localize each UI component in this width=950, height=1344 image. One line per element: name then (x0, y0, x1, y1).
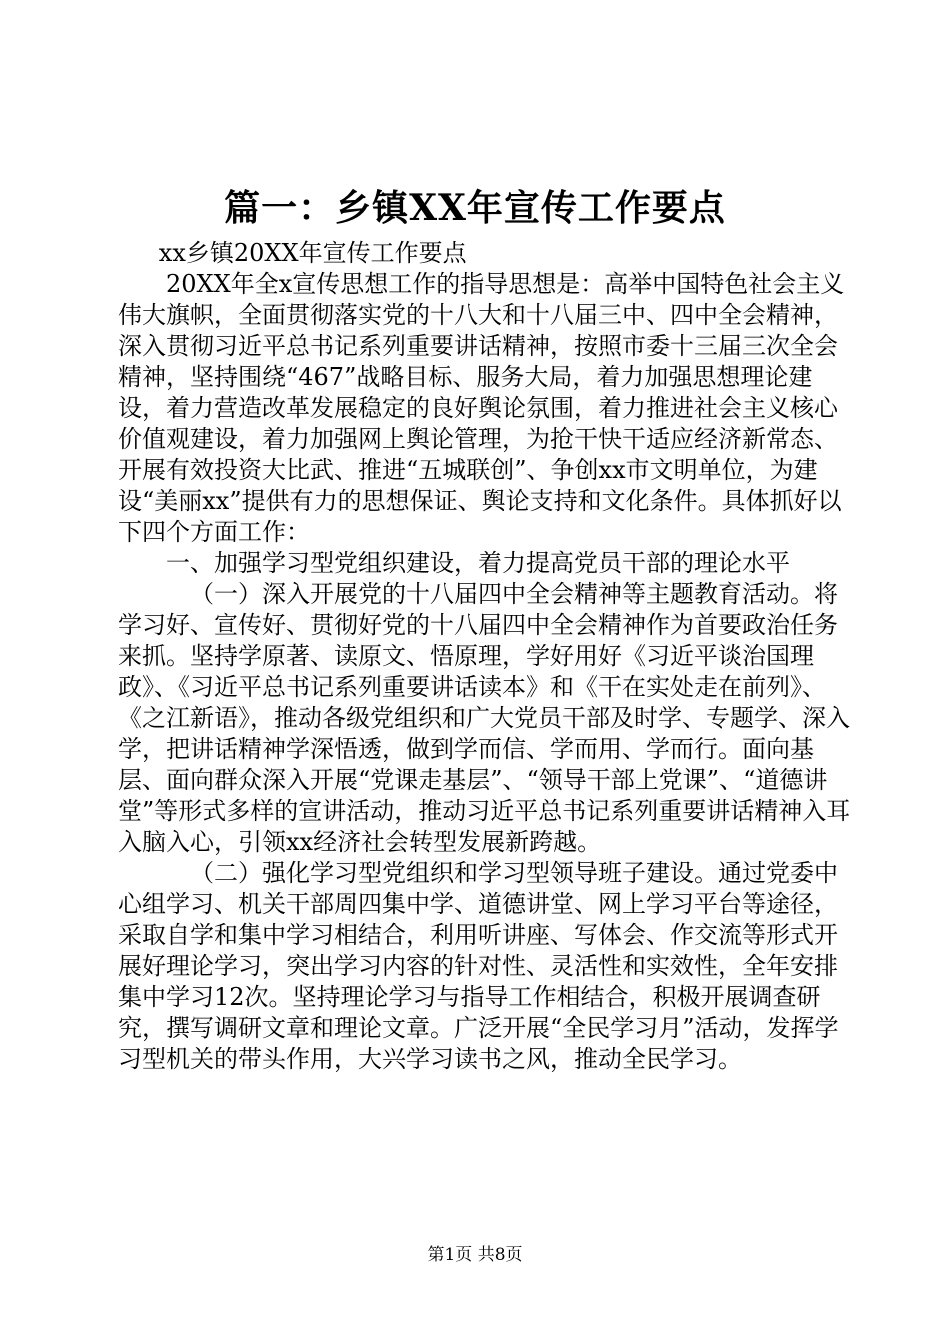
section-heading-1: 一、加强学习型党组织建设，着力提高党员干部的理论水平 (166, 549, 790, 577)
document-title: 篇一：乡镇XX年宣传工作要点 (224, 187, 726, 229)
paragraph-subsection-1: （一）深入开展党的十八届四中全会精神等主题教育活动。将学习好、宣传好、贯彻好党的十八届四中全会精神作为首要政治任务来抓。坚持学原著、读原文、悟原理，学好用好《习近平谈治国理政》、《习近平总书记系列重要讲话读本》和《干在实处走在前列》、《之江新语》，推动各级党组织和广大党员干部及时学、专题学、深入学，把讲话精神学深悟透，做到学而信、学而用、学而行。面向基层、面向群众深入开展“党课走基层”、“领导干部上党课”、“道德讲堂”等形式多样的宣讲活动，推动习近平总书记系列重要讲话精神入耳入脑入心，引领xx经济社会转型发展新跨越。 (118, 580, 851, 856)
paragraph-subsection-2: （二）强化学习型党组织和学习型领导班子建设。通过党委中心组学习、机关干部周四集中学、道德讲堂、网上学习平台等途径，采取自学和集中学习相结合，利用听讲座、写体会、作交流等形式开展好理论学习，突出学习内容的针对性、灵活性和实效性，全年安排集中学习12次。坚持理论学习与指导工作相结合，积极开展调查研究，撰写调研文章和理论文章。广泛开展“全民学习月”活动，发挥学习型机关的带头作用，大兴学习读书之风，推动全民学习。 (118, 859, 839, 1073)
document-body (118, 238, 858, 1075)
paragraph-guiding-ideology: 20XX年全x宣传思想工作的指导思想是：高举中国特色社会主义伟大旗帜，全面贯彻落实党的十八大和十八届三中、四中全会精神，深入贯彻习近平总书记系列重要讲话精神，按照市委十三届三次全会精神，坚持围绕“467”战略目标、服务大局，着力加强思想理论建设，着力营造改革发展稳定的良好舆论氛围，着力推进社会主义核心价值观建设，着力加强网上舆论管理，为抢干快干适应经济新常态、开展有效投资大比武、推进“五城联创”、争创xx市文明单位，为建设“美丽xx”提供有力的思想保证、舆论支持和文化条件。具体抓好以下四个方面工作： (118, 270, 845, 546)
page-number-footer: 第1页 共8页 (427, 1245, 523, 1265)
document-subtitle: xx乡镇20XX年宣传工作要点 (158, 239, 467, 267)
